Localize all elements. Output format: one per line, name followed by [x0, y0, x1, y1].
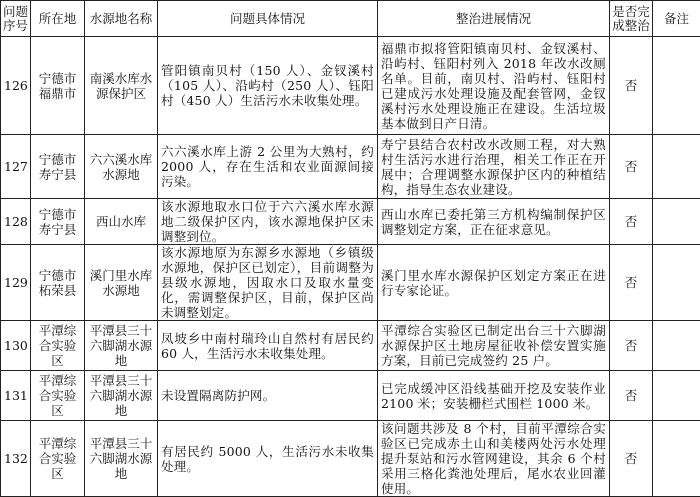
- table-row: [1, 371, 700, 421]
- header-completed: 是否完成整治: [610, 1, 653, 37]
- cell-problem: 未设置隔离防护网。: [158, 371, 378, 421]
- header-problem: 问题具体情况: [158, 1, 378, 37]
- cell-progress: 该问题共涉及 8 个村，目前平潭综合实验区已完成赤土山和美楼两处污水处理提升泵站和污水管网建设，其余 6 个村采用三格化粪池处理后，尾水农业回灌使用。: [378, 421, 610, 497]
- table-row: [1, 135, 700, 199]
- cell-progress: 平潭综合实验区已制定出台三十六脚湖水源保护区土地房屋征收补偿安置实施方案，目前已完成签约 25 户。: [378, 321, 610, 371]
- table-row: [1, 421, 700, 497]
- cell-progress: 已完成缓冲区沿线基础开挖及安装作业 2100 米；安装栅栏式围栏 1000 米。: [378, 371, 610, 421]
- cell-progress: 西山水库已委托第三方机构编制保护区调整划定方案，正在征求意见。: [378, 199, 610, 245]
- cell-no: 128: [1, 199, 31, 245]
- cell-problem: 有居民约 5000 人，生活污水未收集处理。: [158, 421, 378, 497]
- cell-remarks: [653, 135, 700, 199]
- header-remarks: 备注: [653, 1, 700, 37]
- cell-remarks: [653, 37, 700, 135]
- cell-remarks: [653, 321, 700, 371]
- cell-completed: 否: [610, 245, 653, 321]
- cell-progress: 福鼎市拟将管阳镇南贝村、金钗溪村、沿屿村、钰阳村列入 2018 年改水改厕名单。目前，南贝村、沿屿村、钰阳村已建成污水处理设施及配套管网，金钗溪村污水处理设施正在建设。生活垃圾基本做到日产日清。: [378, 37, 610, 135]
- cell-remarks: [653, 371, 700, 421]
- cell-completed: 否: [610, 421, 653, 497]
- cell-location: 平潭综合实验区: [31, 321, 85, 371]
- cell-source-name: 平潭县三十六脚湖水源地: [85, 371, 158, 421]
- cell-location: 宁德市柘荣县: [31, 245, 85, 321]
- cell-no: 126: [1, 37, 31, 135]
- cell-completed: 否: [610, 37, 653, 135]
- cell-location: 宁德市福鼎市: [31, 37, 85, 135]
- cell-source-name: 平潭县三十六脚湖水源地: [85, 321, 158, 371]
- cell-no: 127: [1, 135, 31, 199]
- cell-completed: 否: [610, 135, 653, 199]
- cell-source-name: 南溪水库水源保护区: [85, 37, 158, 135]
- cell-completed: 否: [610, 321, 653, 371]
- table-row: [1, 245, 700, 321]
- cell-no: 130: [1, 321, 31, 371]
- header-no: 问题序号: [1, 1, 31, 37]
- cell-no: 129: [1, 245, 31, 321]
- cell-source-name: 溪门里水库水源地: [85, 245, 158, 321]
- cell-source-name: 平潭县三十六脚湖水源地: [85, 421, 158, 497]
- cell-location: 平潭综合实验区: [31, 371, 85, 421]
- cell-location: 平潭综合实验区: [31, 421, 85, 497]
- header-location: 所在地: [31, 1, 85, 37]
- cell-remarks: [653, 245, 700, 321]
- cell-no: 131: [1, 371, 31, 421]
- cell-source-name: 西山水库: [85, 199, 158, 245]
- cell-remarks: [653, 421, 700, 497]
- cell-problem: 该水源地原为东源乡水源地（乡镇级水源地，保护区已划定），目前调整为县级水源地，因取水口及取水量变化，需调整保护区，目前，保护区尚未调整划定。: [158, 245, 378, 321]
- cell-progress: 寿宁县结合农村改水改厕工程，对大熟村生活污水进行治理，相关工作正在开展中；合理调整水源保护区内的种植结构，指导生态农业建设。: [378, 135, 610, 199]
- cell-remarks: [653, 199, 700, 245]
- cell-source-name: 六六溪水库水源地: [85, 135, 158, 199]
- table-row: [1, 37, 700, 135]
- cell-problem: 管阳镇南贝村（150 人）、金钗溪村（105 人）、沿屿村（250 人）、钰阳村（450 人）生活污水未收集处理。: [158, 37, 378, 135]
- cell-problem: 六六溪水库上游 2 公里为大熟村，约 2000 人，存在生活和农业面源间接污染。: [158, 135, 378, 199]
- cell-location: 宁德市寿宁县: [31, 135, 85, 199]
- cell-location: 宁德市寿宁县: [31, 199, 85, 245]
- cell-problem: 凤坡乡中南村瑞玲山自然村有居民约 60 人，生活污水未收集处理。: [158, 321, 378, 371]
- table-row: [1, 321, 700, 371]
- cell-completed: 否: [610, 371, 653, 421]
- cell-progress: 溪门里水库水源保护区划定方案正在进行专家论证。: [378, 245, 610, 321]
- table-row: [1, 199, 700, 245]
- cell-problem: 该水源地取水口位于六六溪水库水源地二级保护区内，该水源地保护区未调整到位。: [158, 199, 378, 245]
- header-source-name: 水源地名称: [85, 1, 158, 37]
- header-progress: 整治进展情况: [378, 1, 610, 37]
- cell-completed: 否: [610, 199, 653, 245]
- header-row: [1, 1, 700, 37]
- cell-no: 132: [1, 421, 31, 497]
